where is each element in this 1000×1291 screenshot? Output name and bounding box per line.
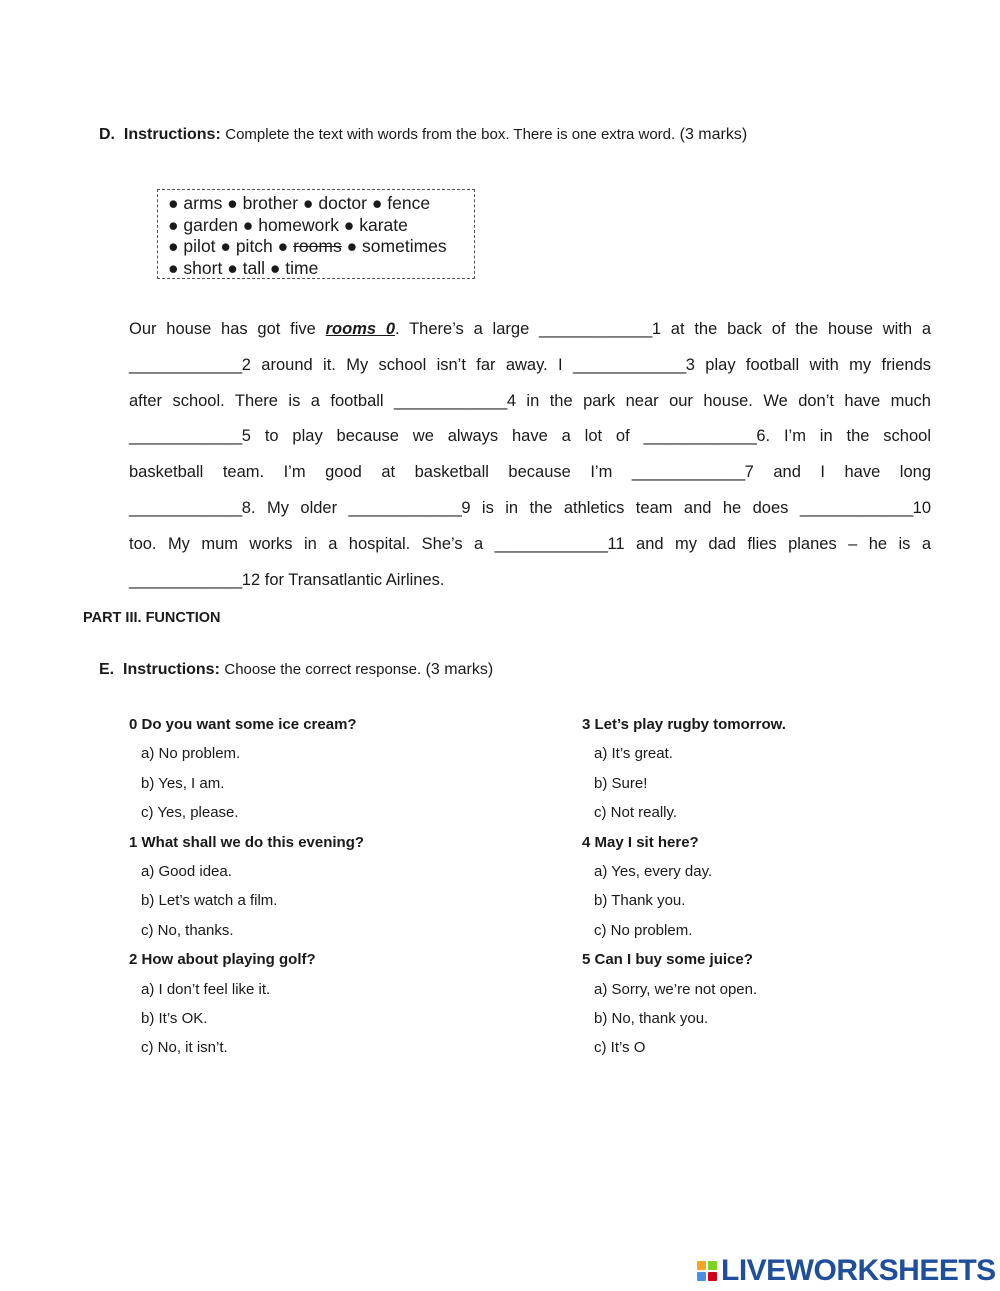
- text-segment: 4 in the park near our house. We don’t have much: [506, 391, 931, 410]
- logo-text: LIVEWORKSHEETS: [721, 1254, 996, 1287]
- word-box-row-3: [168, 236, 474, 258]
- text-segment: 12 for Transatlantic Airlines.: [241, 570, 445, 589]
- option-1a[interactable]: a) Good idea.: [141, 862, 232, 880]
- word-box-row-1: ● arms ● brother ● doctor ● fence: [168, 193, 431, 213]
- part-heading: PART III. FUNCTION: [83, 610, 221, 626]
- option-2a[interactable]: a) I don’t feel like it.: [141, 980, 271, 998]
- blank-12[interactable]: _____________: [129, 570, 242, 589]
- paragraph-line-1: [129, 312, 931, 348]
- questions-right-column: [582, 710, 962, 1063]
- blank-4[interactable]: _____________: [394, 391, 507, 410]
- text-segment: 10: [912, 498, 931, 517]
- paragraph-line-8: [129, 563, 931, 599]
- paragraph-line-6: [129, 491, 931, 527]
- text-segment: 6. I’m in the school: [756, 427, 931, 446]
- text-segment: Our house has got five: [129, 320, 316, 338]
- option-0a[interactable]: a) No problem.: [141, 745, 241, 763]
- blank-8[interactable]: _____________: [129, 498, 242, 517]
- blank-11[interactable]: _____________: [494, 534, 608, 553]
- logo-mark-icon: [697, 1261, 717, 1281]
- option-4c[interactable]: c) No problem.: [594, 921, 693, 939]
- section-d-instr-text: Complete the text with words from the box. There is one extra word.: [225, 126, 676, 143]
- section-d-instructions: [99, 126, 747, 144]
- option-4a[interactable]: a) Yes, every day.: [594, 862, 713, 880]
- text-segment: 3 play football with my friends: [685, 355, 932, 374]
- word-box: [157, 189, 475, 279]
- blank-1[interactable]: _____________: [539, 320, 652, 338]
- liveworksheets-logo: [697, 1253, 996, 1289]
- text-segment: too. My mum works in a hospital. She’s a: [129, 534, 484, 553]
- text-segment: 11 and my dad flies planes – he is a: [607, 534, 931, 553]
- question-4: 4 May I sit here?: [582, 833, 699, 851]
- blank-9[interactable]: _____________: [348, 498, 462, 517]
- text-segment: 5 to play because we always have a lot of: [241, 427, 630, 446]
- question-5: 5 Can I buy some juice?: [582, 951, 753, 969]
- blank-10[interactable]: _____________: [799, 498, 913, 517]
- section-e-letter: E.: [99, 661, 115, 678]
- option-5b[interactable]: b) No, thank you.: [594, 1009, 709, 1027]
- blank-5[interactable]: _____________: [129, 427, 242, 446]
- option-3a[interactable]: a) It’s great.: [594, 745, 673, 763]
- option-3b[interactable]: b) Sure!: [594, 774, 648, 792]
- text-segment: 1 at the back of the house with a: [651, 320, 932, 338]
- section-e-marks: (3 marks): [425, 661, 494, 678]
- question-2: 2 How about playing golf?: [129, 951, 316, 969]
- paragraph-line-7: [129, 527, 931, 563]
- section-e-instructions: [99, 661, 493, 679]
- word-box-row-2: ● garden ● homework ● karate: [168, 214, 408, 235]
- section-d-letter: D.: [99, 126, 115, 143]
- option-5a[interactable]: a) Sorry, we’re not open.: [594, 980, 758, 998]
- blank-3[interactable]: _____________: [573, 355, 686, 374]
- option-0c[interactable]: c) Yes, please.: [141, 804, 239, 822]
- option-5c[interactable]: c) It’s O: [594, 1039, 646, 1057]
- text-segment: 2 around it. My school isn’t far away. I: [241, 355, 563, 374]
- word-box-example-word: rooms: [293, 236, 342, 256]
- text-segment: after school. There is a football: [129, 391, 384, 410]
- paragraph-line-5: [129, 455, 931, 491]
- option-4b[interactable]: b) Thank you.: [594, 892, 686, 910]
- option-0b[interactable]: b) Yes, I am.: [141, 774, 225, 792]
- text-segment: basketball team. I’m good at basketball because I’m: [129, 463, 613, 482]
- option-3c[interactable]: c) Not really.: [594, 804, 678, 822]
- example-answer: rooms 0: [325, 320, 396, 338]
- word-box-row-3-a: ● pilot ● pitch ●: [168, 236, 289, 256]
- text-segment: . There’s a large: [395, 320, 530, 338]
- word-box-row-4: ● short ● tall ● time: [168, 257, 319, 278]
- blank-7[interactable]: _____________: [631, 463, 745, 482]
- paragraph-line-4: [129, 419, 931, 455]
- option-2b[interactable]: b) It’s OK.: [141, 1009, 208, 1027]
- option-1b[interactable]: b) Let’s watch a film.: [141, 892, 278, 910]
- paragraph-line-2: [129, 348, 931, 384]
- blank-6[interactable]: _____________: [643, 427, 757, 446]
- gap-fill-paragraph: [129, 312, 931, 598]
- questions-left-column: [129, 710, 509, 1063]
- option-1c[interactable]: c) No, thanks.: [141, 921, 234, 939]
- option-2c[interactable]: c) No, it isn’t.: [141, 1039, 228, 1057]
- section-e-instr-text: Choose the correct response.: [224, 661, 422, 678]
- word-box-row-3-b: ● sometimes: [346, 236, 447, 256]
- question-0: 0 Do you want some ice cream?: [129, 716, 357, 733]
- question-3: 3 Let’s play rugby tomorrow.: [582, 716, 786, 733]
- text-segment: 7 and I have long: [744, 463, 931, 482]
- section-d-marks: (3 marks): [679, 126, 748, 143]
- paragraph-line-3: [129, 384, 931, 420]
- text-segment: 9 is in the athletics team and he does: [461, 498, 789, 517]
- section-d-instr-label: Instructions:: [123, 126, 221, 143]
- section-e-instr-label: Instructions:: [123, 661, 220, 678]
- text-segment: 8. My older: [241, 498, 338, 517]
- blank-2[interactable]: _____________: [129, 355, 242, 374]
- question-1: 1 What shall we do this evening?: [129, 833, 365, 851]
